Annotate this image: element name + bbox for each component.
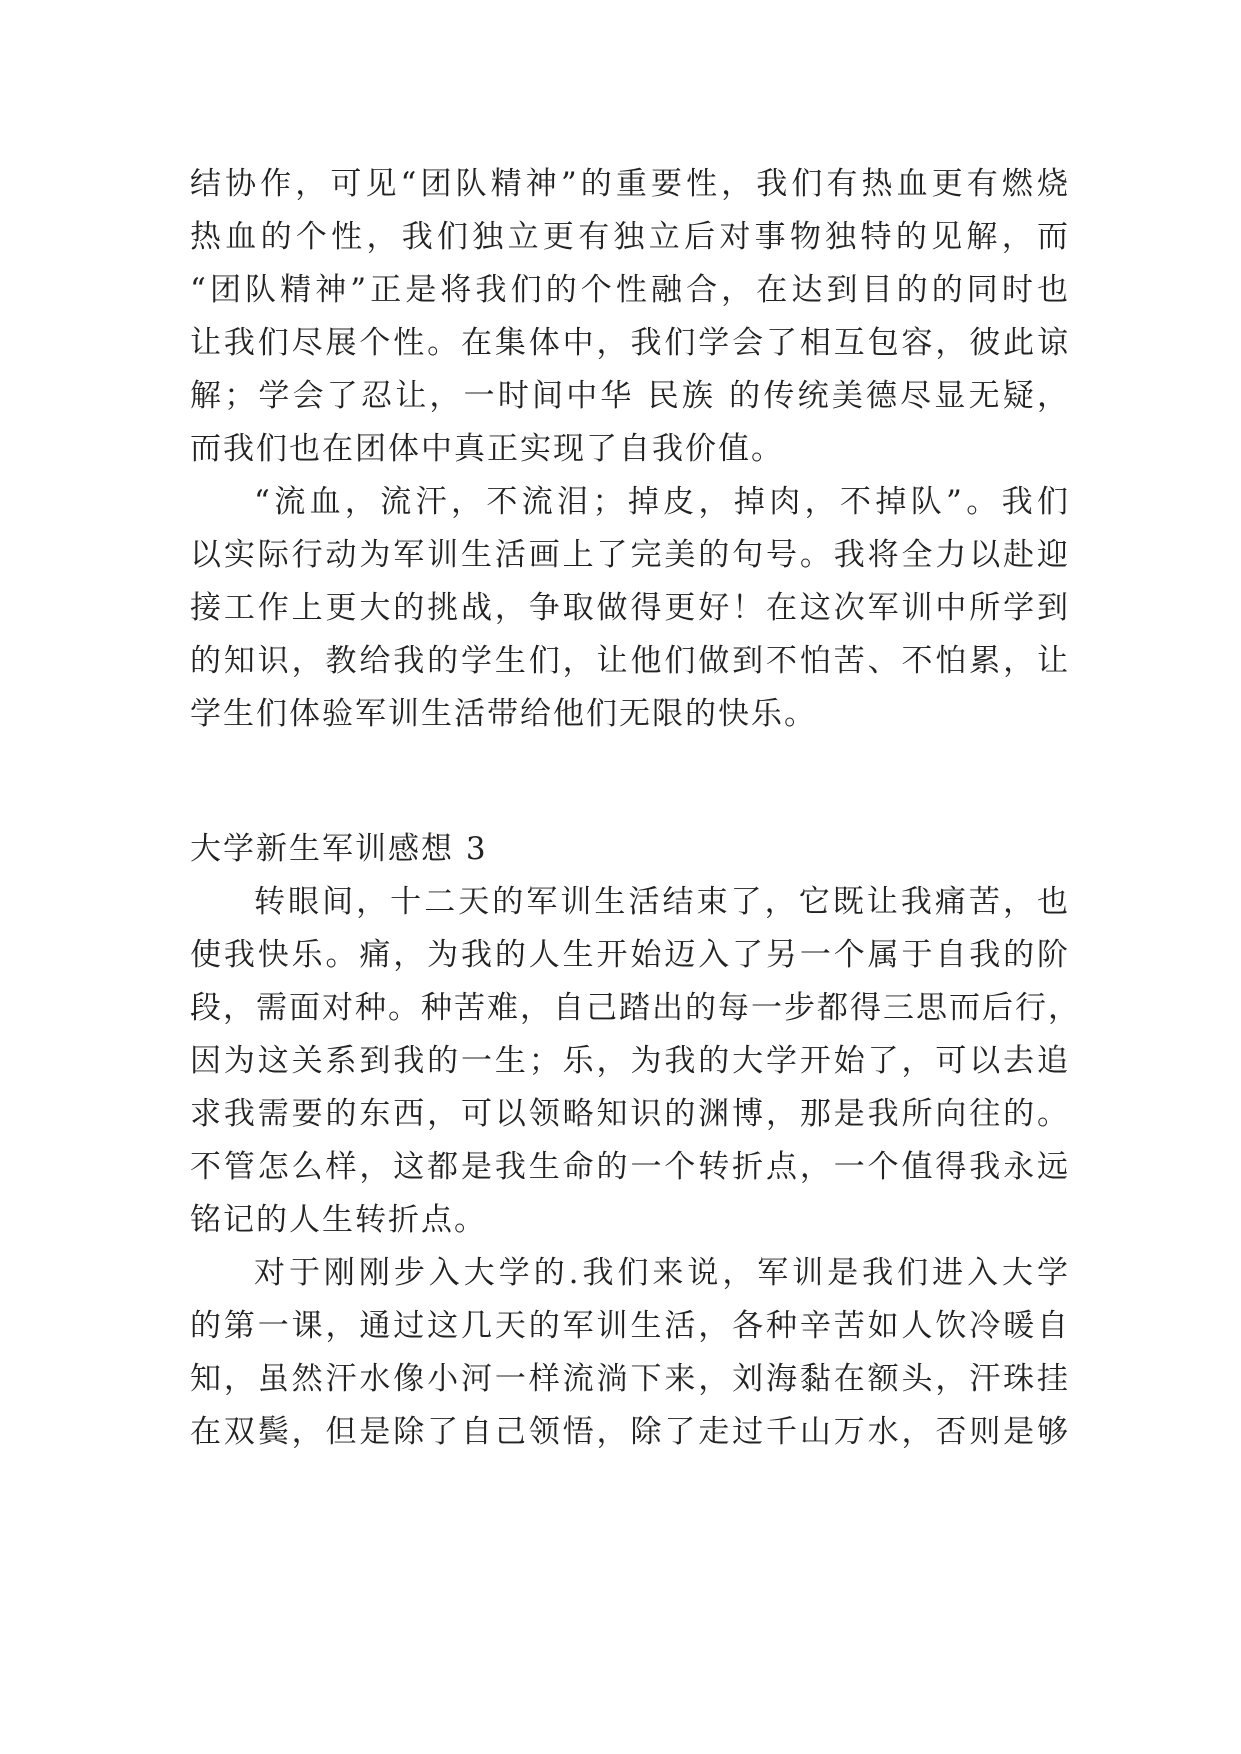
text-line: 以实际行动为军训生活画上了完美的句号。我将全力以赴迎 bbox=[190, 537, 1070, 573]
paragraph-3 bbox=[190, 876, 1081, 1247]
text-line: 结协作，可见“团队精神”的重要性，我们有热血更有燃烧 bbox=[190, 166, 1070, 202]
text-line: 让我们尽展个性。在集体中，我们学会了相互包容，彼此谅 bbox=[190, 325, 1070, 361]
text-line: 转眼间，十二天的军训生活结束了，它既让我痛苦，也 bbox=[254, 884, 1070, 920]
text-line: 因为这关系到我的一生；乐，为我的大学开始了，可以去追 bbox=[190, 1043, 1070, 1079]
text-line: 不管怎么样，这都是我生命的一个转折点，一个值得我永远 bbox=[190, 1149, 1070, 1185]
document-body bbox=[190, 158, 1081, 1459]
paragraph-2 bbox=[190, 476, 1070, 741]
text-line: 段，需面对种。种苦难，自己踏出的每一步都得三思而后行， bbox=[190, 990, 1081, 1026]
text-line: 知，虽然汗水像小河一样流淌下来，刘海黏在额头，汗珠挂 bbox=[190, 1361, 1070, 1397]
text-line: 使我快乐。痛，为我的人生开始迈入了另一个属于自我的阶 bbox=[190, 937, 1070, 973]
text-line: 在双鬓，但是除了自己领悟，除了走过千山万水，否则是够 bbox=[190, 1414, 1070, 1450]
paragraph-4 bbox=[190, 1247, 1070, 1459]
text-line: 的知识，教给我的学生们，让他们做到不怕苦、不怕累，让 bbox=[190, 643, 1070, 679]
text-line: “流血，流汗，不流泪；掉皮，掉肉，不掉队”。我们 bbox=[254, 484, 1070, 520]
text-line: 铭记的人生转折点。 bbox=[190, 1202, 487, 1238]
text-line: 对于刚刚步入大学的.我们来说，军训是我们进入大学 bbox=[254, 1255, 1070, 1291]
section-spacer bbox=[190, 741, 1070, 823]
text-line: 的第一课，通过这几天的军训生活，各种辛苦如人饮冷暖自 bbox=[190, 1308, 1070, 1344]
text-line: 学生们体验军训生活带给他们无限的快乐。 bbox=[190, 696, 817, 732]
text-line: 而我们也在团体中真正实现了自我价值。 bbox=[190, 431, 784, 467]
text-line: 解；学会了忍让，一时间中华 民族 的传统美德尽显无疑， bbox=[190, 378, 1070, 414]
paragraph-1 bbox=[190, 158, 1070, 476]
text-line: 热血的个性，我们独立更有独立后对事物独特的见解，而 bbox=[190, 219, 1070, 255]
section-heading: 大学新生军训感想 3 bbox=[190, 831, 488, 867]
text-line: 接工作上更大的挑战，争取做得更好！在这次军训中所学到 bbox=[190, 590, 1070, 626]
text-line: “团队精神”正是将我们的个性融合，在达到目的的同时也 bbox=[190, 272, 1070, 308]
text-line: 求我需要的东西，可以领略知识的渊博，那是我所向往的。 bbox=[190, 1096, 1070, 1132]
